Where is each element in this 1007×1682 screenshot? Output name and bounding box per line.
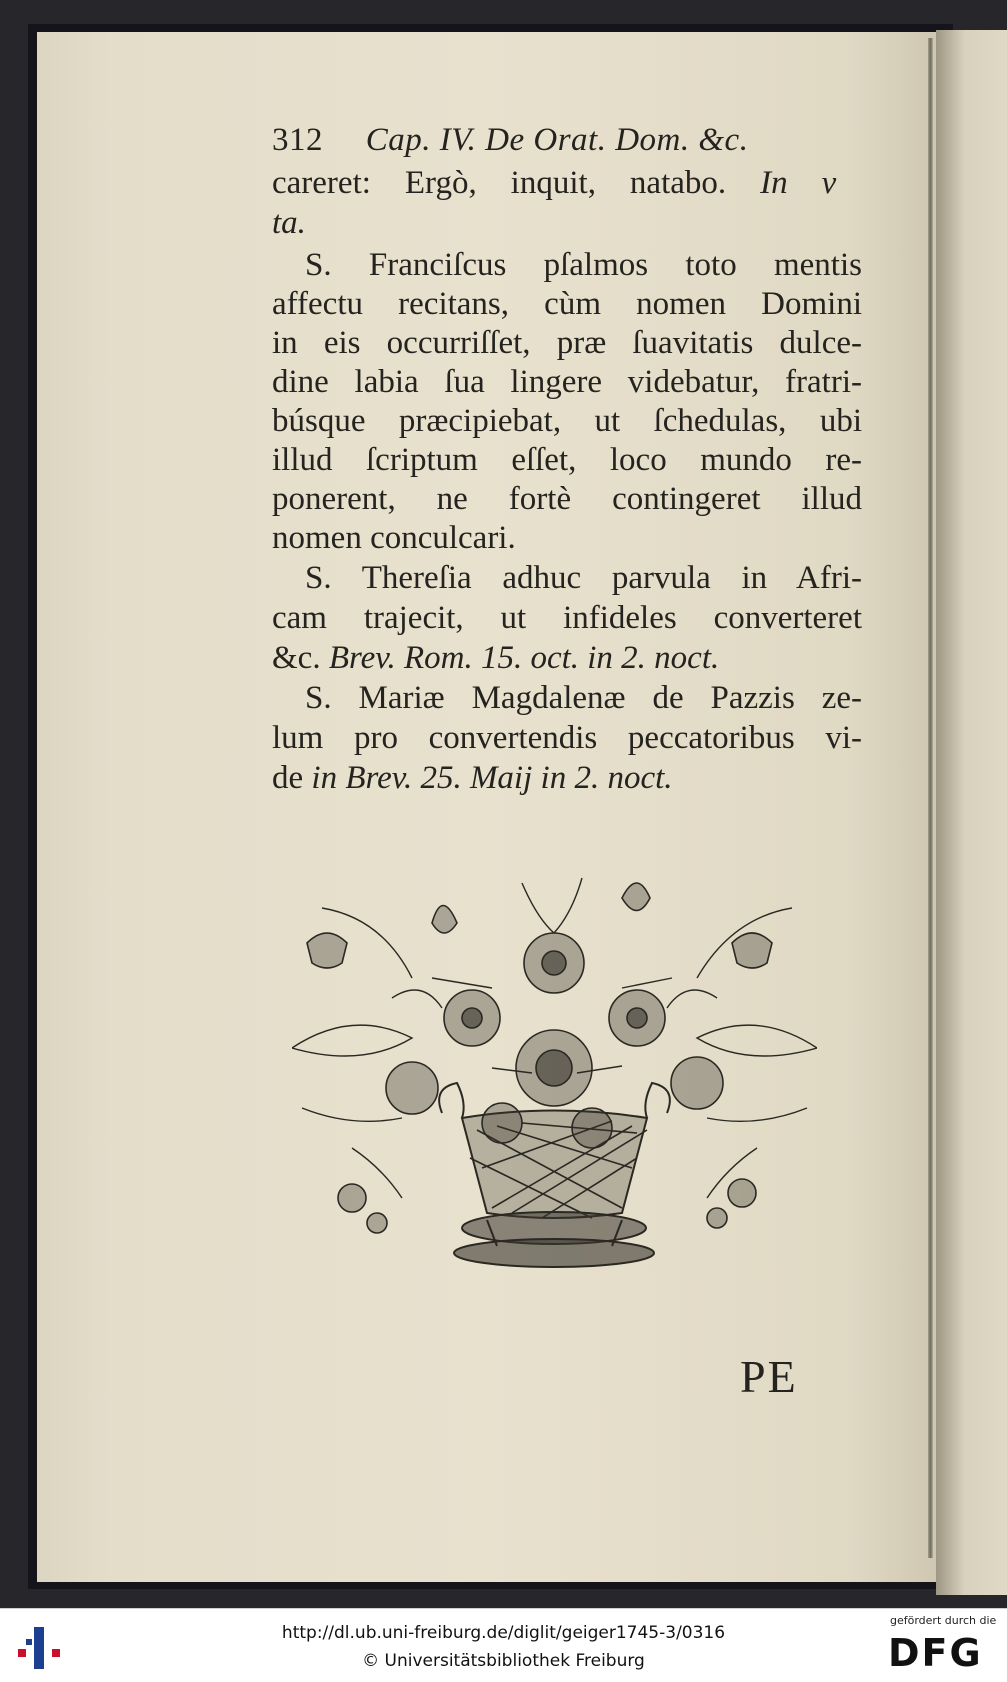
roman-text: &c. xyxy=(272,640,329,676)
roman-text: ponerent, ne fortè contingeret illud xyxy=(272,481,862,517)
text-line xyxy=(272,286,862,323)
roman-text: S. Thereſia adhuc parvula in Afri- xyxy=(305,560,862,596)
roman-text: in eis occurriſſet, præ ſuavitatis dulce- xyxy=(272,325,862,361)
italic-text: Brev. Rom. 15. oct. in 2. noct. xyxy=(328,640,720,676)
footer-copyright: © Universitätsbibliothek Freiburg xyxy=(362,1651,645,1671)
running-title: Cap. IV. De Orat. Dom. &c. xyxy=(365,122,749,158)
roman-text: affectu recitans, cùm nomen Domini xyxy=(272,286,862,322)
text-line xyxy=(305,247,862,284)
roman-text: S. Franciſcus pſalmos toto mentis xyxy=(305,247,862,283)
text-line xyxy=(272,481,862,518)
text-line xyxy=(305,560,862,597)
text-line xyxy=(272,403,862,440)
italic-text: ta. xyxy=(272,205,306,241)
text-line xyxy=(272,760,673,797)
italic-text: In v xyxy=(760,165,837,201)
italic-text: in Brev. 25. Maij in 2. noct. xyxy=(311,760,673,796)
text-line xyxy=(272,640,719,677)
roman-text: dine labia ſua lingere videbatur, fratri- xyxy=(272,364,862,400)
text-line xyxy=(272,520,516,557)
roman-text: cam trajecit, ut infideles converteret xyxy=(272,600,862,636)
text-line xyxy=(272,364,862,401)
roman-text: S. Mariæ Magdalenæ de Pazzis ze- xyxy=(305,680,862,716)
text-line xyxy=(305,680,862,717)
text-line xyxy=(272,325,862,362)
next-page-edge xyxy=(936,30,1007,1595)
flower-basket-woodcut-icon xyxy=(292,868,817,1278)
text-line xyxy=(272,442,862,479)
roman-text: nomen conculcari. xyxy=(272,520,516,556)
footer-url[interactable]: http://dl.ub.uni-freiburg.de/diglit/geiger1745-3/0316 xyxy=(281,1623,726,1643)
dfg-logo[interactable]: DFG xyxy=(888,1631,983,1675)
roman-text: illud ſcriptum eſſet, loco mundo re- xyxy=(272,442,862,478)
catchword: PE xyxy=(740,1351,798,1402)
text-line xyxy=(272,600,862,637)
text-line xyxy=(272,165,836,202)
funding-note: gefördert durch die xyxy=(890,1614,997,1627)
page-fold xyxy=(928,38,933,1558)
running-head xyxy=(272,122,748,159)
text-line xyxy=(272,720,862,757)
page-number: 312 xyxy=(272,122,323,158)
roman-text: de xyxy=(272,760,312,796)
text-line xyxy=(272,205,306,242)
roman-text: lum pro convertendis peccatoribus vi- xyxy=(272,720,862,756)
roman-text: careret: Ergò, inquit, natabo. xyxy=(272,165,761,201)
footer-bar xyxy=(0,1608,1007,1682)
roman-text: búsque præcipiebat, ut ſchedulas, ubi xyxy=(272,403,862,439)
